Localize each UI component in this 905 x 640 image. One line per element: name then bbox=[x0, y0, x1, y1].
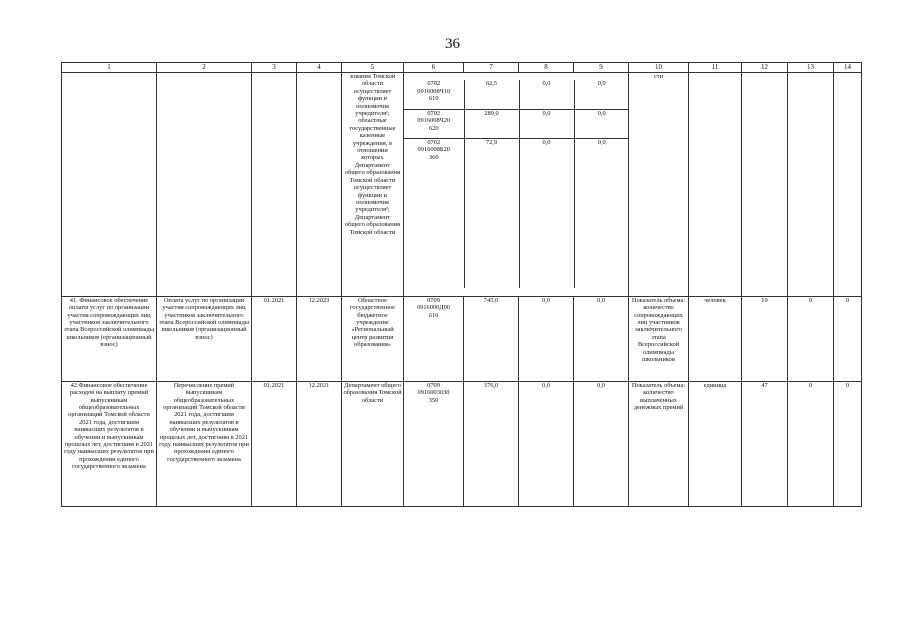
budget-code: 0702 0916008Ч10 610 bbox=[404, 80, 464, 109]
amount: 0,0 bbox=[574, 138, 629, 288]
page-number: 36 bbox=[445, 36, 460, 52]
measure-content: Оплата услуг по организации участия сопровождающих лиц участников заключительного этапа Всероссийской олимпиады школьников (организационный взнос) bbox=[157, 296, 252, 381]
value-cell: 0 bbox=[788, 381, 834, 506]
header-cell: 2 bbox=[157, 63, 252, 73]
unit-cell: единица bbox=[689, 381, 742, 506]
start-date: 01.2021 bbox=[252, 296, 297, 381]
amount: 72,9 bbox=[464, 138, 519, 288]
header-row bbox=[62, 63, 862, 73]
budget-code: 0709 0916003030 350 bbox=[404, 381, 464, 506]
sub-rows bbox=[404, 73, 629, 297]
value-cell: 0 bbox=[834, 381, 862, 506]
header-cell: 6 bbox=[404, 63, 464, 73]
amount: 745,0 bbox=[464, 296, 519, 381]
budget-code: 0702 0916008Б20 360 bbox=[404, 138, 464, 288]
value-cell: 0 bbox=[788, 296, 834, 381]
executor-cell: Областное государственное бюджетное учреждение «Региональный центр развития образования» bbox=[342, 296, 404, 381]
value-cell: 0 bbox=[834, 296, 862, 381]
executor-cell: Департамент общего образования Томской области bbox=[342, 381, 404, 506]
executor-cell: зования Томской области осуществляет функции и полномочия учредителя¹; областные государственные казенные учреждения, в отношении которых Департамент общего образования Томской области осуществляет функции и полномочия учредителя²; Департамент общего образования Томской области bbox=[342, 73, 404, 297]
header-cell: 12 bbox=[742, 63, 788, 73]
budget-code: 0709 0916000Д00 610 bbox=[404, 296, 464, 381]
amount: 289,0 bbox=[464, 109, 519, 138]
start-date: 01.2021 bbox=[252, 381, 297, 506]
header-cell: 8 bbox=[519, 63, 574, 73]
end-date: 12.2023 bbox=[297, 296, 342, 381]
header-cell: 1 bbox=[62, 63, 157, 73]
header-cell: 9 bbox=[574, 63, 629, 73]
measure-content: Перечисление премий выпускникам общеобразовательных организаций Томской области 2021 года, достигшим наивысших результатов в обучении и выпускникам прошлых лет, достигшим в 2021 году наивысших результатов при прохождении единого государственного экзамена bbox=[157, 381, 252, 506]
budget-code: 0702 0916008Ч20 620 bbox=[404, 109, 464, 138]
header-cell: 14 bbox=[834, 63, 862, 73]
header-cell: 7 bbox=[464, 63, 519, 73]
table-row bbox=[62, 381, 862, 506]
indicator-cell: сти bbox=[629, 73, 689, 297]
amount: 0,0 bbox=[519, 296, 574, 381]
unit-cell: человек bbox=[689, 296, 742, 381]
amount: 0,0 bbox=[519, 381, 574, 506]
amount: 376,0 bbox=[464, 381, 519, 506]
header-cell: 3 bbox=[252, 63, 297, 73]
amount: 0,0 bbox=[574, 109, 629, 138]
continuation-row bbox=[62, 73, 862, 297]
amount: 0,0 bbox=[574, 381, 629, 506]
measure-name: 42.Финансовое обеспечение расходов на выплату премий выпускникам общеобразовательных организаций Томской области 2021 года, достигшим наивысших результатов в обучении и выпускникам прошлых лет, достигшим в 2021 году наивысших результатов при прохождении единого государственного экзамена bbox=[62, 381, 157, 506]
table-row bbox=[62, 296, 862, 381]
measure-name: 41. Финансовое обеспечение оплаты услуг по организации участия сопровождающих лиц участников заключительного этапа Всероссийской олимпиады школьников (организационный взнос) bbox=[62, 296, 157, 381]
amount: 0,0 bbox=[519, 138, 574, 288]
value-cell: 19 bbox=[742, 296, 788, 381]
amount: 62,5 bbox=[464, 80, 519, 109]
header-cell: 11 bbox=[689, 63, 742, 73]
end-date: 12.2021 bbox=[297, 381, 342, 506]
value-cell: 47 bbox=[742, 381, 788, 506]
amount: 0,0 bbox=[519, 80, 574, 109]
amount: 0,0 bbox=[574, 296, 629, 381]
header-cell: 5 bbox=[342, 63, 404, 73]
header-cell: 13 bbox=[788, 63, 834, 73]
budget-table bbox=[61, 62, 862, 507]
amount: 0,0 bbox=[574, 80, 629, 109]
indicator-cell: Показатель объема: количество сопровождающих лиц участников заключительного этапа Всероссийской олимпиады школьников bbox=[629, 296, 689, 381]
indicator-cell: Показатель объема: количество выплаченных денежных премий bbox=[629, 381, 689, 506]
header-cell: 4 bbox=[297, 63, 342, 73]
amount: 0,0 bbox=[519, 109, 574, 138]
header-cell: 10 bbox=[629, 63, 689, 73]
